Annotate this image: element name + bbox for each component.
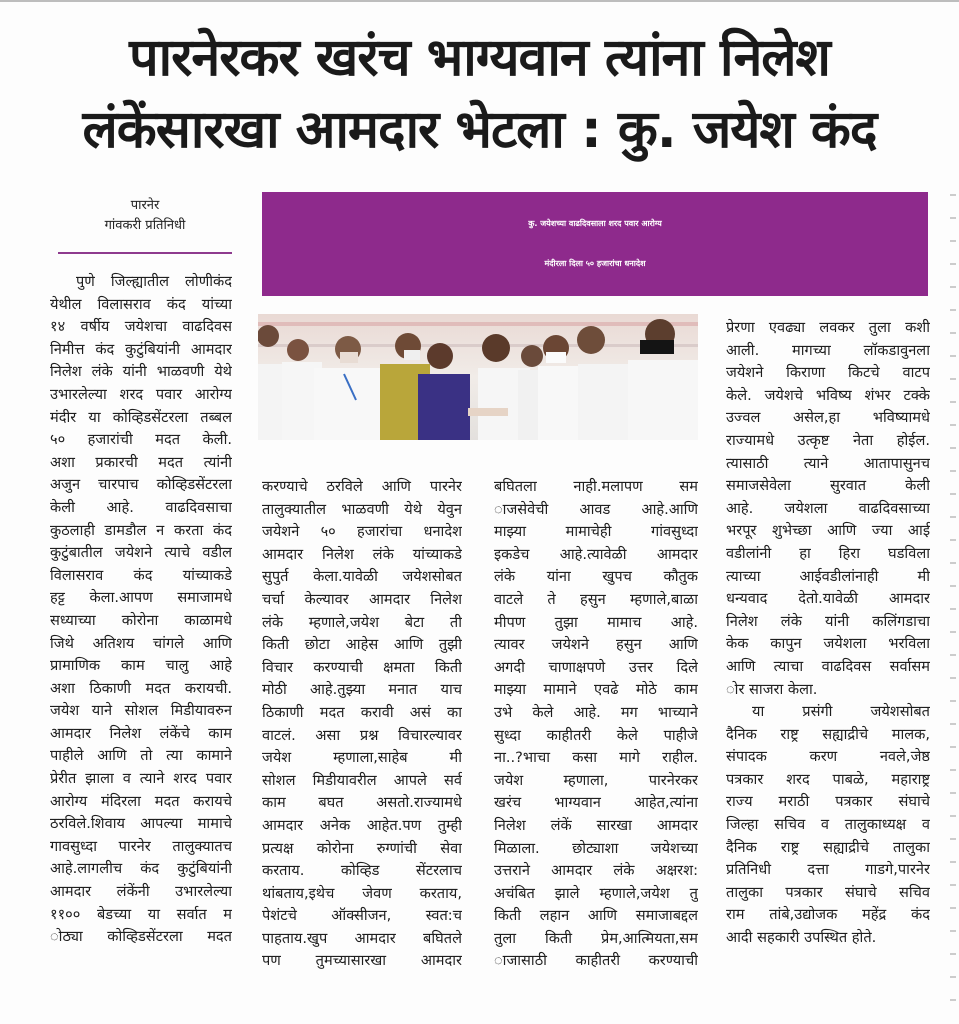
byline-place: पारनेर [130,198,160,213]
article-line: पाहताय.खुप आमदार बघितले [262,929,462,947]
article-line: माझ्या मामाने एवढे मोठे काम [494,681,698,699]
article-line: बघितला नाही.मलापण सम [494,478,698,495]
adjacent-page-edge [950,180,956,1020]
article-line: आली. मागच्या लॉकडावुनला [726,341,930,359]
article-line: पेशंटचे ऑक्सीजन, स्वत:च [262,907,462,925]
article-line: किती छोटा आहेस आणि तुझी [262,636,462,654]
article-line: पुणे जिल्ह्यातील लोणीकंद [76,273,232,290]
article-line: ाजासाठी काहीतरी करण्याची [494,952,698,970]
article-column-2 [262,476,462,973]
article-line: वाटलं. असा प्रश्न विचारल्यावर [262,726,462,744]
article-line: प्रत्यक्ष कोरोना रुग्णांची सेवा [262,839,462,857]
article-line: तालुका पत्रकार संघाचे सचिव [726,883,930,901]
article-line: जयेश म्हणाला, पारनेरकर [494,771,698,789]
article-line: मंदीर या कोव्हिडसेंटरला तब्बल [50,408,232,426]
subheadline-banner [262,192,928,296]
article-line: जयेश याने सोशल मिडीयावरुन [50,702,232,720]
article-line: अशा प्रकारची मदत त्यांनी [50,453,232,471]
article-line: तुला किती प्रेम,आत्मियता,सम [494,929,698,947]
article-line: ५० हजारांची मदत केली. [50,431,232,449]
article-line: निलेश लंके यांनी कलिंगडाचा [726,612,930,630]
article-line: त्याच्या आईवडीलांनाही मी [726,567,930,585]
article-line: निलेश लंकें सारखा आमदार [494,816,698,834]
article-line: निलेश लंके यांनी भाळवणी येथे [50,363,232,381]
article-line: या प्रसंगी जयेशसोबत [752,703,930,721]
article-line: सुध्दा काहीतरी केले पाहीजे [494,726,698,744]
article-line: सुपुर्त केला.यावेळी जयेशसोबत [262,568,462,586]
article-line: राम तांबे,उद्योजक महेंद्र कंद [726,906,930,924]
article-line: विलासराव कंद यांच्याकडे [50,566,232,584]
article-line: त्यावर जयेशने हसुन आणि [494,636,698,654]
article-line: ोर साजरा केला. [726,680,818,698]
article-line: प्रेरणा एवढ्या लवकर तुला कशी [726,319,930,336]
article-line: जिल्हा सचिव व तालुकाध्यक्ष व [726,816,930,834]
article-line: विचार करण्याची क्षमता किती [262,658,462,676]
article-line: आणि त्याचा वाढदिवस सर्वासम [726,657,930,675]
article-line: थांबताय,इथेच जेवण करताय, [262,884,462,902]
byline-divider [58,252,232,254]
article-line: ११०० बेडच्या या सर्वात म [50,905,232,923]
article-line: अजुन चारपाच कोव्हिडसेंटरला [50,476,232,494]
article-line: ठिकाणी मदत करावी असं का [262,703,462,721]
article-line: आमदार अनेक आहेत.पण तुम्ही [262,816,462,834]
article-line: उज्वल असेल,हा भविष्यामधे [726,409,930,427]
group-photo-icon [258,314,698,440]
article-line: मोठी आहे.तुझ्या मनात याच [262,681,462,699]
article-line: संपादक करण नवले,जेष्ठ [726,748,930,766]
article-line: गावसुध्दा पारनेर तालुक्यातच [50,837,232,855]
article-line: करताय. कोव्हिड सेंटरलाच [262,862,462,880]
article-line: अशा ठिकाणी मदत करायची. [50,679,232,697]
article-line: चर्चा केल्यावर आमदार निलेश [262,590,462,608]
article-line: आहे.लागलीच कंद कुटुंबियांनी [50,860,232,878]
article-line: मिळाला. छोट्याशा जयेशच्या [494,839,698,857]
article-line: आमदार निलेश लंके यांच्याकडे [262,545,462,563]
article-line: जिथे अतिशय चांगले आणि [50,634,232,652]
article-line: समाजसेवेला सुरवात केली [726,477,930,495]
article-line: आहे. जयेशला वाढदिवसाच्या [726,499,930,517]
article-line: आदी सहकारी उपस्थित होते. [726,929,877,947]
headline [0,22,959,166]
article-line: तालुक्यातील भाळवणी येथे येवुन [262,500,462,518]
article-line: भरपूर शुभेच्छा आणि ज्या आई [726,522,930,540]
banner-line-2: मंदीरला दिला ५० हजारांचा धनादेश [544,259,646,268]
article-line: केली आहे. वाढदिवसाचा [50,498,232,516]
article-line: आमदार लंकेंनी उभारलेल्या [50,883,232,901]
article-line: प्रामाणिक काम चालु आहे [50,657,232,675]
article-line: कुठलाही डामडौल न करता कंद [50,521,232,539]
article-line: पण तुमच्यासारखा आमदार [262,952,462,970]
article-line: उत्तराने आमदार लंके अक्षरश: [494,862,698,880]
article-line: पत्रकार शरद पाबळे, महाराष्ट्र [726,770,930,788]
article-line: केले. जयेशचे भविष्य शंभर टक्के [726,386,930,404]
article-line: लंके म्हणाले,जयेश बेटा ती [262,613,462,631]
article-line: मीपण तुझा मामाच आहे. [494,613,698,631]
article-column-4 [726,317,930,950]
article-line: येथील विलासराव कंद यांच्या [50,295,232,313]
article-line: प्रतिनिधी दत्ता गाडगे,पारनेर [726,861,930,879]
article-line: वडीलांनी हा हिरा घडविला [726,544,930,562]
article-line: सध्याच्या कोरोना काळामधे [50,611,232,629]
byline [58,196,232,236]
article-line: धन्यवाद देतो.यावेळी आमदार [726,590,930,608]
article-line: १४ वर्षीय जयेशचा वाढदिवस [50,318,232,336]
article-line: अगदी चाणाक्षपणे उत्तर दिले [494,658,698,676]
byline-reporter: गांवकरी प्रतिनिधी [104,218,186,233]
article-line: राज्यामधे उत्कृष्ट नेता होईल. [726,431,930,449]
article-line: आमदार निलेश लंकेंचे काम [50,724,232,742]
article-line: सोशल मिडीयावरील आपले सर्व [262,771,462,789]
article-column-3 [494,476,698,973]
article-line: अचंबित झाले म्हणाले,जयेश तु [494,884,698,902]
article-line: इकडेच आहे.त्यावेळी आमदार [494,545,698,563]
article-line: किती लहान आणि समाजाबद्दल [494,907,698,925]
article-line: माझ्या मामाचेही गांवसुध्दा [494,523,698,541]
article-line: ना..?भाचा कसा मागे राहील. [494,749,698,767]
article-line: त्यासाठी त्याने आतापासुनच [726,454,930,472]
article-line: उभे केले आहे. मग भाच्याने [494,703,698,721]
article-line: काम बघत असतो.राज्यामधे [262,794,462,812]
article-line: आरोग्य मंदिरला मदत करायचे [50,792,232,810]
article-line: करण्याचे ठरविले आणि पारनेर [262,478,462,495]
headline-line-2: लंकेंसारखा आमदार भेटला : कु. जयेश कंद [82,100,877,160]
article-line: ोठ्या कोव्हिडसेंटरला मदत [50,928,232,946]
article-line: खरंच भाग्यवान आहेत,त्यांना [494,794,698,812]
top-border [0,0,959,2]
banner-line-1: कु. जयेशच्या वाढदिवसाला शरद पवार आरोग्य [528,219,662,228]
article-line: निमीत्त कंद कुटुंबियांनी आमदार [50,340,232,358]
article-line: दैनिक राष्ट्र सह्याद्रीचे मालक, [726,725,930,743]
article-column-1 [50,271,232,949]
article-line: लंके यांना खुपच कौतुक [494,568,698,586]
article-line: प्रेरीत झाला व त्याने शरद पवार [50,770,232,788]
article-line: वाटले ते हसुन म्हणाले,बाळा [494,590,698,608]
article-line: दैनिक राष्ट्र सह्याद्रीचे तालुका [726,838,930,856]
article-line: ठरविले.शिवाय आपल्या मामाचे [50,815,232,833]
article-line: ाजसेवेची आवड आहे.आणि [494,500,698,518]
article-line: जयेशने किराणा किटचे वाटप [726,364,930,382]
article-line: जयेश म्हणाला,साहेब मी [262,749,462,767]
headline-line-1: पारनेरकर खरंच भाग्यवान त्यांना निलेश [129,28,830,88]
article-line: जयेशने ५० हजारांचा धनादेश [262,523,462,541]
article-line: केक कापुन जयेशला भरविला [726,635,930,653]
article-line: उभारलेल्या शरद पवार आरोग्य [50,385,232,403]
news-photo [258,314,698,440]
article-line: राज्य मराठी पत्रकार संघाचे [726,793,930,811]
article-line: पाहीले आणि तो त्या कामाने [50,747,232,765]
article-line: कुटुंबातील जयेशने त्याचे वडील [50,544,232,562]
article-line: हट्ट केला.आपण समाजामधे [50,589,232,607]
